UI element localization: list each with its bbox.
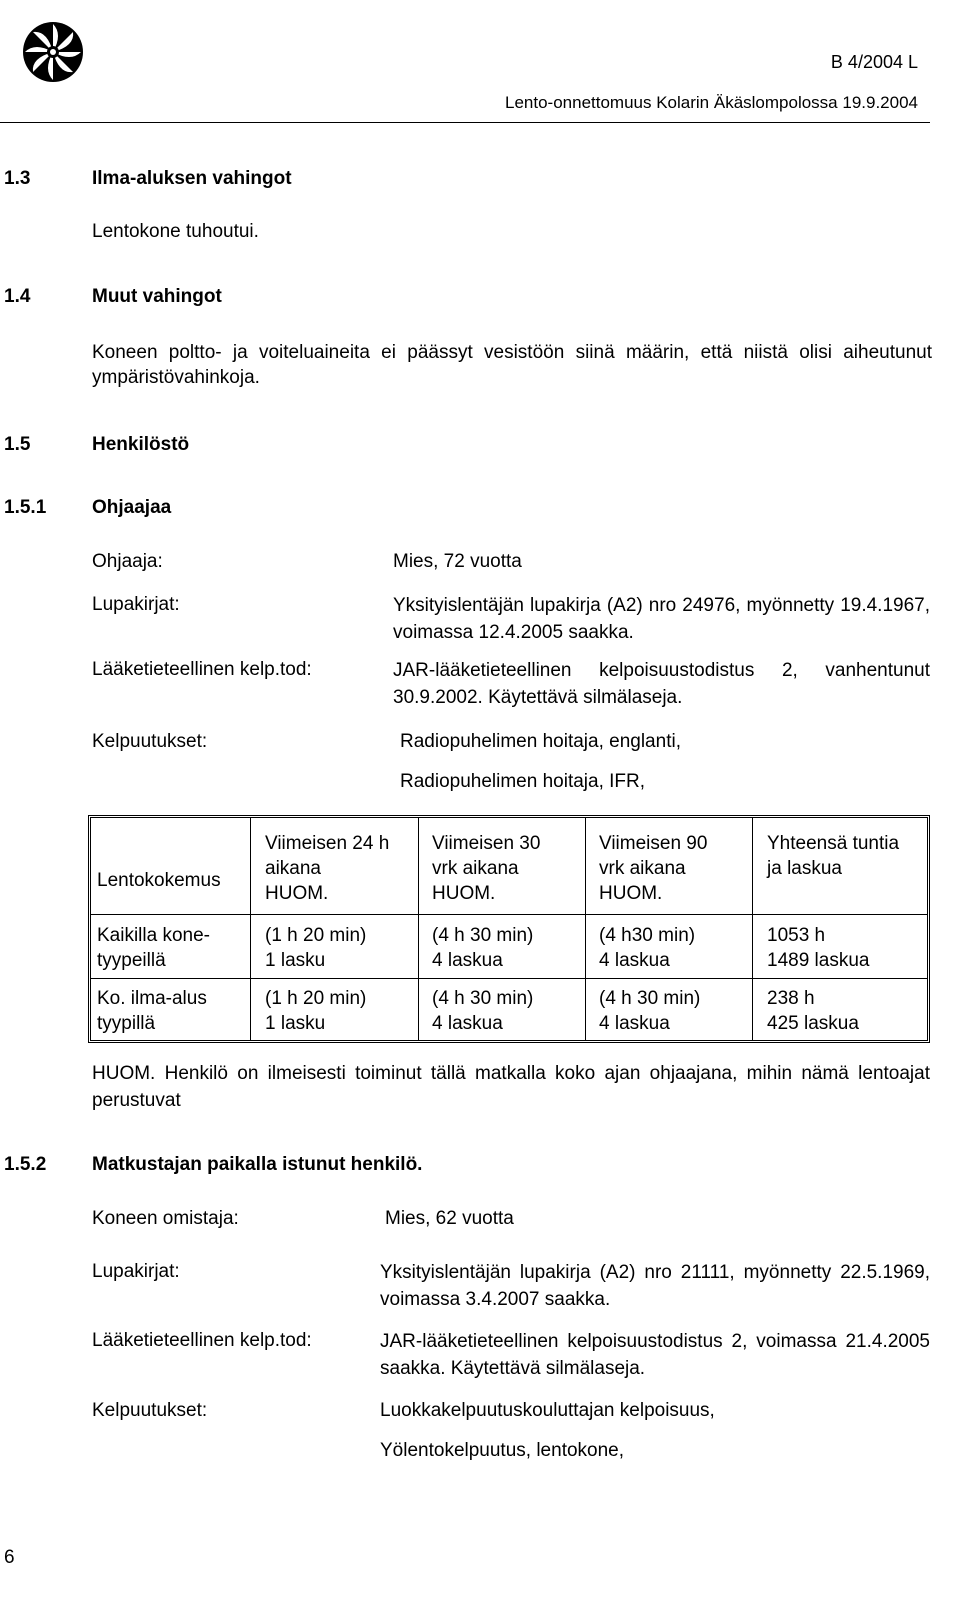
field-value: Mies, 62 vuotta (385, 1208, 514, 1229)
table-header-cell: vrk aikana (432, 858, 519, 879)
table-cell: (1 h 20 min) (265, 988, 367, 1009)
report-title: Lento-onnettomuus Kolarin Äkäslompolossa 19.9.2004 (505, 93, 918, 112)
table-header-cell: Lentokokemus (97, 870, 221, 891)
field-label: Lääketieteellinen kelp.tod: (92, 659, 312, 680)
section-text: Lentokone tuhoutui. (92, 221, 259, 242)
field-value: JAR-lääketieteellinen kelpoisuustodistus 2, voimassa 21.4.2005 saakka. Käytettävä silmälaseja. (380, 1331, 930, 1379)
field-label: Kelpuutukset: (92, 1400, 208, 1421)
section-number: 1.5.2 (4, 1154, 47, 1175)
table-header-cell: Yhteensä tuntia (767, 833, 900, 854)
table-cell: (4 h 30 min) (599, 988, 701, 1009)
table-cell: 4 laskua (432, 950, 503, 971)
table-cell: 4 laskua (599, 1013, 670, 1034)
table-header-cell: Viimeisen 24 h (265, 833, 390, 854)
agency-logo (3, 2, 103, 102)
table-cell: 425 laskua (767, 1013, 859, 1034)
section-text: Koneen poltto- ja voiteluaineita ei päässyt vesistöön siinä määrin, että niistä olisi aiheutunut ympäristövahinkoja. (92, 342, 932, 388)
field-value: Radiopuhelimen hoitaja, englanti, (400, 731, 681, 752)
table-cell: (4 h30 min) (599, 925, 696, 946)
table-header-cell: HUOM. (265, 883, 329, 904)
table-cell: tyypeillä (97, 950, 166, 971)
section-title: Henkilöstö (92, 434, 190, 455)
table-cell: 238 h (767, 988, 815, 1009)
table-cell: (1 h 20 min) (265, 925, 367, 946)
field-value: Yksityislentäjän lupakirja (A2) nro 21111, myönnetty 22.5.1969, voimassa 3.4.2007 saakka. (380, 1262, 930, 1310)
table-note: HUOM. Henkilö on ilmeisesti toiminut tällä matkalla koko ajan ohjaajana, mihin nämä lentoajat perustuvat (92, 1063, 930, 1111)
table-cell: 1 lasku (265, 950, 326, 971)
section-title: Muut vahingot (92, 286, 222, 307)
table-header-cell: HUOM. (599, 883, 663, 904)
section-title: Matkustajan paikalla istunut henkilö. (92, 1154, 423, 1175)
table-header-cell: Viimeisen 30 (432, 833, 541, 854)
field-value: JAR-lääketieteellinen kelpoisuustodistus 2, vanhentunut 30.9.2002. Käytettävä silmälaseja. (393, 660, 930, 708)
table-cell: Ko. ilma-alus (97, 988, 207, 1009)
table-cell: 1 lasku (265, 1013, 326, 1034)
field-value: Luokkakelpuutuskouluttajan kelpoisuus, (380, 1400, 715, 1421)
field-label: Lupakirjat: (92, 1261, 180, 1282)
section-number: 1.5 (4, 434, 31, 455)
field-label: Lupakirjat: (92, 594, 180, 615)
section-number: 1.4 (4, 286, 31, 307)
field-value: Yölentokelpuutus, lentokone, (380, 1440, 625, 1461)
table-cell: (4 h 30 min) (432, 988, 534, 1009)
table-cell: 4 laskua (432, 1013, 503, 1034)
table-header-cell: ja laskua (767, 858, 842, 879)
table-cell: 1053 h (767, 925, 826, 946)
field-value: Radiopuhelimen hoitaja, IFR, (400, 771, 646, 792)
field-label: Kelpuutukset: (92, 731, 208, 752)
section-number: 1.3 (4, 168, 31, 189)
table-header-cell: Viimeisen 90 (599, 833, 708, 854)
flight-experience-table (88, 815, 930, 1043)
page-number: 6 (4, 1547, 15, 1568)
table-cell: 4 laskua (599, 950, 670, 971)
table-header-cell: aikana (265, 858, 321, 879)
table-header-cell: vrk aikana (599, 858, 686, 879)
table-cell: tyypillä (97, 1013, 156, 1034)
table-cell: (4 h 30 min) (432, 925, 534, 946)
table-header-cell: HUOM. (432, 883, 496, 904)
field-value: Mies, 72 vuotta (393, 551, 522, 572)
section-title: Ilma-aluksen vahingot (92, 168, 292, 189)
field-value: Yksityislentäjän lupakirja (A2) nro 24976, myönnetty 19.4.1967, voimassa 12.4.2005 saakka. (393, 595, 930, 643)
field-label: Lääketieteellinen kelp.tod: (92, 1330, 312, 1351)
header-divider (0, 122, 930, 123)
field-label: Koneen omistaja: (92, 1208, 239, 1229)
section-title: Ohjaajaa (92, 497, 172, 518)
field-label: Ohjaaja: (92, 551, 163, 572)
section-number: 1.5.1 (4, 497, 47, 518)
report-code: B 4/2004 L (830, 52, 918, 72)
table-cell: 1489 laskua (767, 950, 870, 971)
table-cell: Kaikilla kone- (97, 925, 210, 946)
